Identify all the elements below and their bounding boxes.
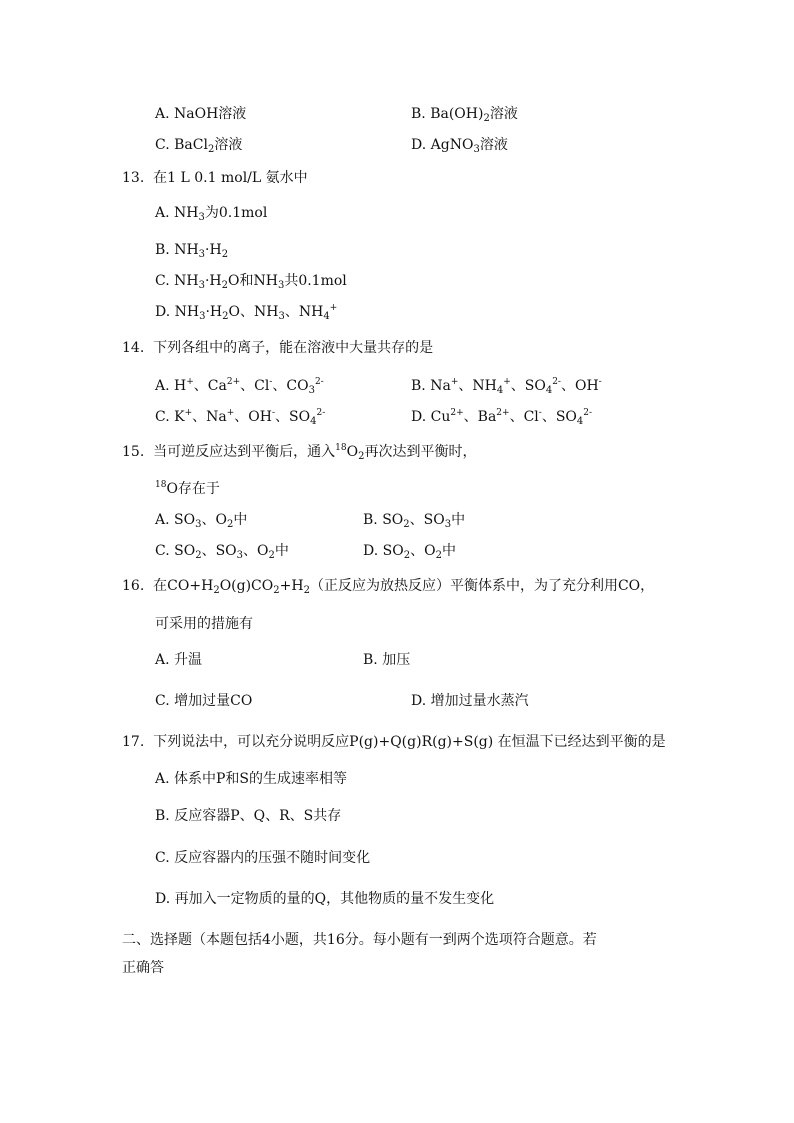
q13-option-b: B. $NH_3\cdot H_2$ <box>155 242 229 260</box>
q15-option-d: D. $SO_2$、$O_2$中 <box>363 543 456 561</box>
q16-stem: 16. 在$CO+H_2O(g)CO_2+H_2$（正反应为放热反应）平衡体系中，为了充分利用CO， <box>122 578 655 596</box>
q17-option-a: A. 体系中P和S的生成速率相等 <box>155 771 348 787</box>
q16-stem-line2: 可采用的措施有 <box>155 616 253 632</box>
q13-option-c: C. $NH_3\cdot H_2O$和$NH_3$共0.1mol <box>155 273 347 291</box>
q15-option-a: A. $SO_3$、$O_2$中 <box>155 512 248 530</box>
q13-option-d: D. $NH_3\cdot H_2O$、$NH_3$、$NH_4^+$ <box>155 303 338 322</box>
q16-option-b: B. 加压 <box>363 652 411 668</box>
q12-option-a: A. NaOH溶液 <box>155 106 247 122</box>
q16-option-d: D. 增加过量水蒸汽 <box>411 693 529 709</box>
q13-option-a: A. $NH_3$为0.1mol <box>155 205 268 223</box>
section2-heading-line2: 正确答 <box>122 960 164 976</box>
q13-stem: 13. 在1 L 0.1 mol/L 氨水中 <box>122 170 308 186</box>
q12-option-d: D. AgNO$_3$溶液 <box>411 137 508 155</box>
q16-option-c: C. 增加过量CO <box>155 693 253 709</box>
q15-stem: 15. 当可逆反应达到平衡后，通入$^{18}O_2$再次达到平衡时， <box>122 443 477 462</box>
q17-stem: 17. 下列说法中，可以充分说明反应P(g)+Q(g)R(g)+S(g) 在恒温下已经达到平衡的是 <box>122 734 666 750</box>
q17-option-c: C. 反应容器内的压强不随时间变化 <box>155 850 371 866</box>
q15-option-b: B. $SO_2$、$SO_3$中 <box>363 512 466 530</box>
q15-stem-line2: $^{18}$O存在于 <box>155 480 220 497</box>
q12-option-b: B. $Ba(OH)_2$溶液 <box>411 106 518 124</box>
q17-option-d: D. 再加入一定物质的量的Q，其他物质的量不发生变化 <box>155 891 495 907</box>
q12-option-c: C. BaCl$_2$溶液 <box>155 137 243 155</box>
q16-option-a: A. 升温 <box>155 652 203 668</box>
q14-option-c: C. K+、Na+、OH-、$SO_4^{2-}$ <box>155 408 326 427</box>
section2-heading: 二、选择题（本题包括4小题，共16分。每小题有一到两个选项符合题意。若 <box>122 932 597 948</box>
q17-option-b: B. 反应容器P、Q、R、S共存 <box>155 808 342 824</box>
q14-option-a: A. H+、$Ca^{2+}$、Cl-、$CO_3^{2-}$ <box>155 377 324 396</box>
q14-option-b: B. Na+、$NH_4^+$、$SO_4^{2-}$、OH- <box>411 377 602 396</box>
q14-stem: 14. 下列各组中的离子，能在溶液中大量共存的是 <box>122 340 434 356</box>
q14-option-d: D. $Cu^{2+}$、$Ba^{2+}$、Cl-、$SO_4^{2-}$ <box>411 408 593 427</box>
q15-option-c: C. $SO_2$、$SO_3$、$O_2$中 <box>155 543 289 561</box>
